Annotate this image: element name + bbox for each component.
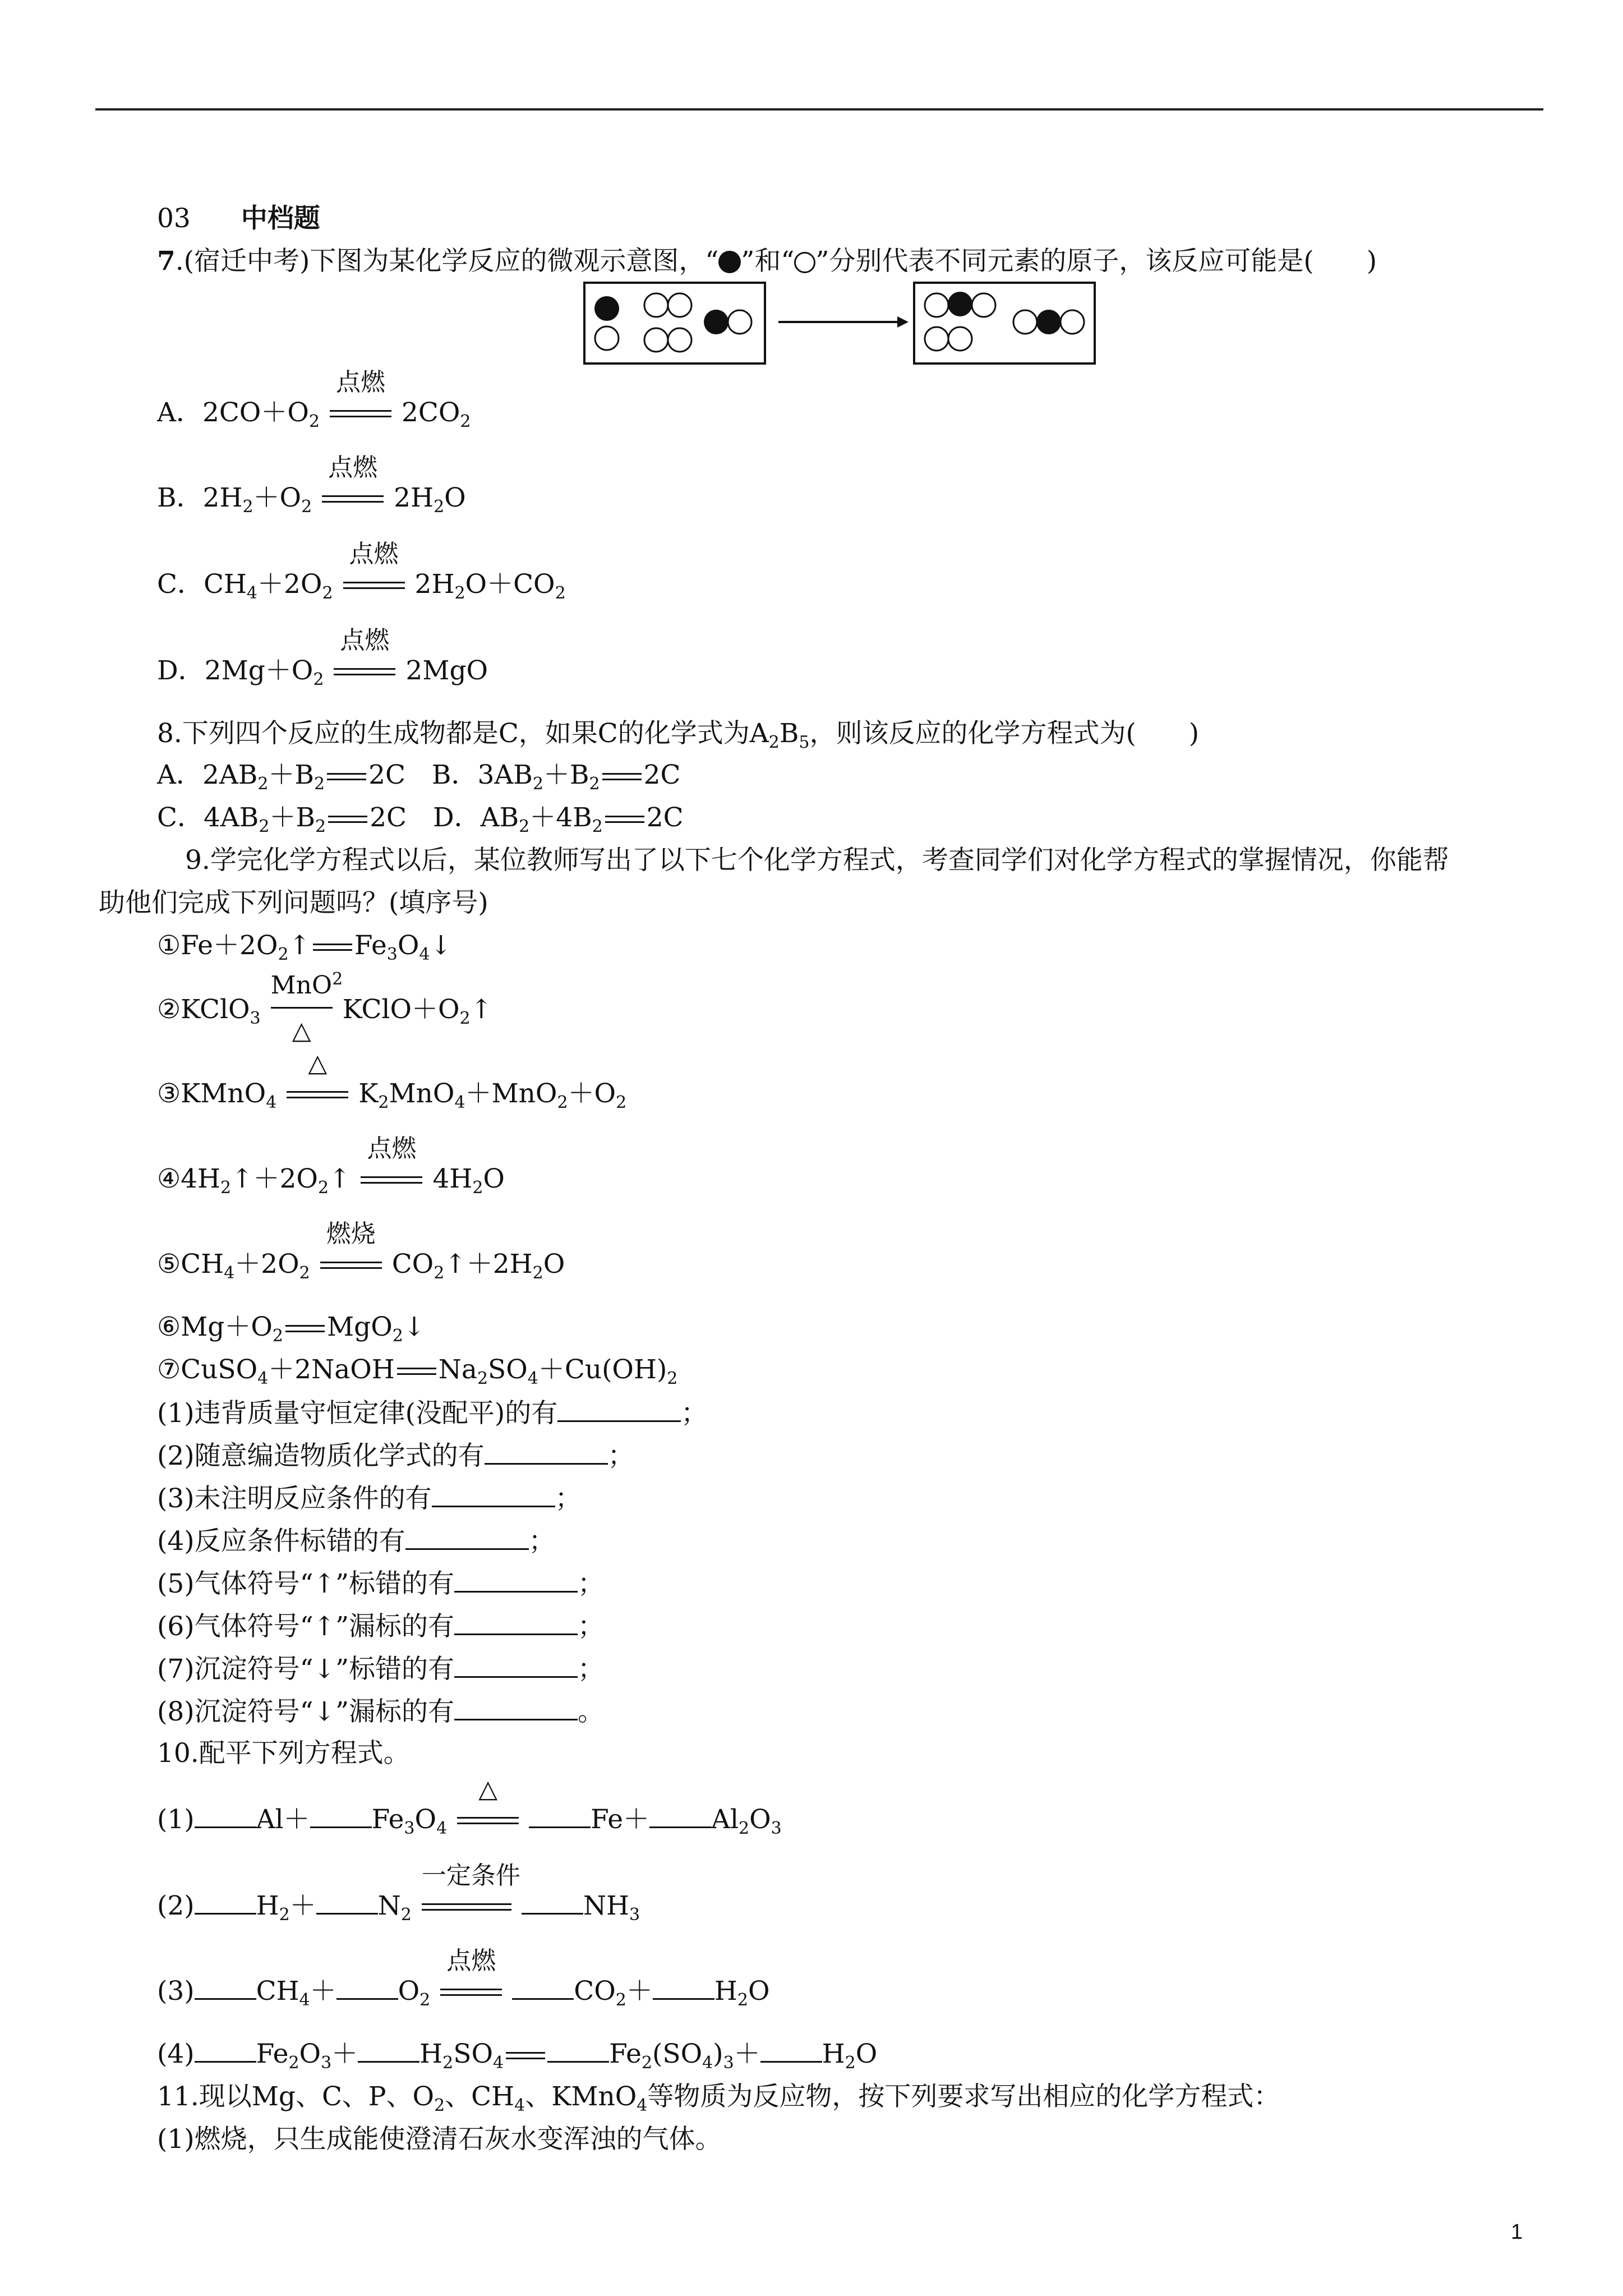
question-9-stem-2: 助他们完成下列问题吗？(填序号) (99, 887, 488, 918)
q7-option-d: D．$2Mg+O_2$ 点燃 2MgO (157, 626, 488, 689)
q8-options-ab: A．$2AB_2+B_2$ 2C B．$3AB_2+B_2$ 2C (157, 760, 681, 794)
section-title: 中档题 (241, 203, 320, 234)
coefficient-blank[interactable] (336, 1973, 398, 2000)
q10-equation-4: (4) $Fe_2O_3+ H_2SO_4$ $Fe_2(SO_4)_3+ H_2O$ (157, 2036, 877, 2080)
coefficient-blank[interactable] (760, 2036, 822, 2063)
q9-equation-7: ⑦CuSO$_4$＋2NaOH $Na_2SO_4+Cu(OH)_2$ (157, 1354, 678, 1388)
q7-option-a: A．$2CO+O_2$ 点燃 $2CO_2$ (157, 368, 471, 431)
question-10-stem: 10.配平下列方程式。 (157, 1738, 410, 1769)
q9-sub-3: (3)未注明反应条件的有 ； (157, 1481, 582, 1516)
answer-blank[interactable] (454, 1651, 578, 1678)
white-atom (595, 326, 619, 350)
coefficient-blank[interactable] (529, 1802, 591, 1828)
q9-sub-5: (5)气体符号“↑”标错的有 ； (157, 1566, 604, 1601)
coefficient-blank[interactable] (522, 1888, 583, 1915)
q9-equation-3: ③KMnO$_4$ △ $K_2MnO_4+MnO_2+O_2$ (157, 1049, 627, 1112)
answer-blank[interactable] (432, 1481, 555, 1507)
q9-sub-6: (6)气体符号“↑”漏标的有 ； (157, 1609, 604, 1644)
question-8-stem: 8.下列四个反应的生成物都是C，如果C的化学式为$A_2B_5$，则该反应的化学方程式为( ) (157, 718, 1200, 752)
answer-blank[interactable] (454, 1566, 578, 1593)
q10-equation-1: (1) $Al+ Fe_3O_4$ △ $Fe+ Al_2O_3$ (157, 1775, 782, 1838)
q10-equation-3: (3) $CH_4+ O_2$ 点燃 $CO_2+ H_2O$ (157, 1947, 770, 2010)
answer-blank[interactable] (454, 1694, 578, 1720)
reaction-diagram (583, 280, 1099, 370)
coefficient-blank[interactable] (547, 2036, 609, 2063)
question-9-stem-1: 9.学完化学方程式以后，某位教师写出了以下七个化学方程式，考查同学们对化学方程式的掌握情况，你能帮 (185, 845, 1449, 876)
q9-equation-6: $⑥Mg+O_2$ MgO$_2$↓ (157, 1312, 426, 1346)
coefficient-blank[interactable] (195, 1888, 256, 1915)
q9-equation-5: $⑤CH_4+2O_2$ 燃烧 $CO_2↑+2H_2O$ (157, 1220, 565, 1283)
section-number: 03 (157, 203, 191, 234)
coefficient-blank[interactable] (512, 1973, 574, 2000)
coefficient-blank[interactable] (358, 2036, 419, 2063)
question-7-stem: 7.(宿迁中考)下图为某化学反应的微观示意图，“ ”和“ ”分别代表不同元素的原子，该反应可能是( ) (157, 246, 1377, 277)
q10-equation-2: (2) $H_2+ N_2$ 一定条件 $NH_3$ (157, 1861, 640, 1925)
answer-blank[interactable] (485, 1438, 608, 1465)
q9-sub-1: (1)违背质量守恒定律(没配平)的有 ； (157, 1396, 707, 1430)
q11-part-1: (1)燃烧，只生成能使澄清石灰水变浑浊的气体。 (157, 2124, 722, 2155)
black-atom-icon (718, 251, 741, 273)
q9-sub-4: (4)反应条件标错的有 ； (157, 1524, 555, 1558)
answer-blank[interactable] (557, 1396, 681, 1422)
coefficient-blank[interactable] (195, 1973, 256, 2000)
q8-options-cd: C．$4AB_2+B_2$ 2C D．$AB_2+4B_2$ 2C (157, 802, 684, 836)
header-rule (95, 108, 1543, 111)
coefficient-blank[interactable] (195, 1802, 256, 1828)
answer-blank[interactable] (405, 1524, 529, 1550)
page-number: 1 (1511, 2220, 1523, 2244)
section-header (157, 202, 320, 236)
q9-equation-2: ②KClO$_3$ MnO$^2$ △ $KClO+O_2↑$ (157, 969, 493, 1045)
white-atom-icon (794, 252, 815, 273)
condition-ignite: 点燃 (330, 398, 391, 431)
q7-option-b: B．$2H_2+O_2$ 点燃 $2H_2O$ (157, 453, 466, 517)
q9-equation-4: $④4H_2↑+2O_2↑$ 点燃 $4H_2O$ (157, 1134, 505, 1198)
q9-equation-1: $①Fe+2O_2↑$ $Fe_3O_4↓$ (157, 930, 452, 964)
coefficient-blank[interactable] (316, 1888, 378, 1915)
q9-sub-2: (2)随意编造物质化学式的有 ； (157, 1438, 634, 1473)
coefficient-blank[interactable] (310, 1802, 372, 1828)
q7-option-c: C．$CH_4+2O_2$ 点燃 $2H_2O+CO_2$ (157, 540, 566, 603)
answer-blank[interactable] (454, 1609, 578, 1635)
coefficient-blank[interactable] (195, 2036, 256, 2063)
black-atom (594, 296, 619, 321)
q9-sub-8: (8)沉淀符号“↓”漏标的有 。 (157, 1694, 604, 1729)
question-11-stem: 11.现以Mg、C、P、$O_2$、$CH_4$、KMnO$_4$等物质为反应物，按下列要求写出相应的化学方程式： (157, 2081, 1280, 2115)
q9-sub-7: (7)沉淀符号“↓”标错的有 ； (157, 1651, 604, 1686)
coefficient-blank[interactable] (653, 1973, 714, 2000)
coefficient-blank[interactable] (649, 1802, 711, 1828)
